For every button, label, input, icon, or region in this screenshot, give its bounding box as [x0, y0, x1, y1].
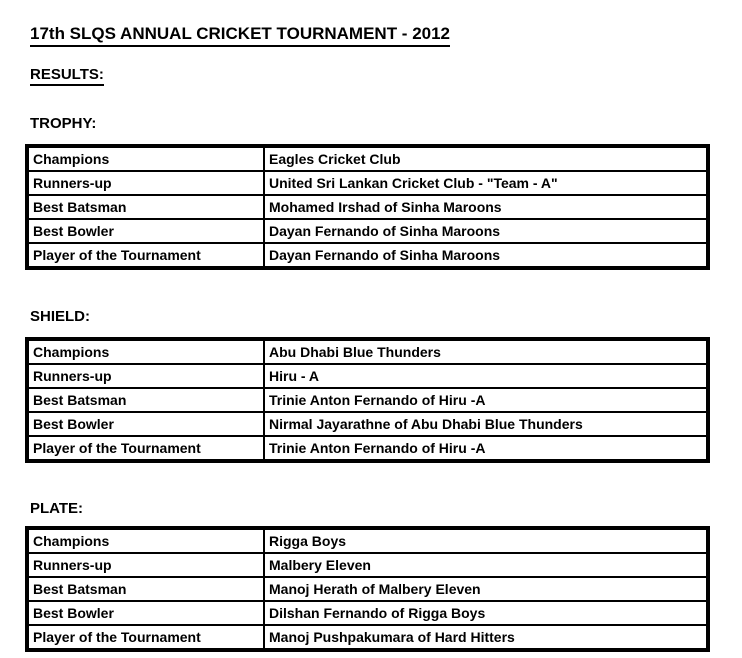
- winner-cell: Trinie Anton Fernando of Hiru -A: [264, 436, 708, 461]
- table-row: [27, 553, 708, 577]
- table-row: [27, 601, 708, 625]
- plate-section-heading: PLATE:: [30, 500, 84, 517]
- table-row: [27, 625, 708, 650]
- award-category-cell: Best Bowler: [27, 412, 264, 436]
- table-row: [27, 388, 708, 412]
- table-row: [27, 412, 708, 436]
- winner-cell: Nirmal Jayarathne of Abu Dhabi Blue Thunders: [264, 412, 708, 436]
- trophy-results-table: [25, 144, 710, 270]
- winner-cell: Manoj Pushpakumara of Hard Hitters: [264, 625, 708, 650]
- award-category-cell: Champions: [27, 146, 264, 171]
- award-category-cell: Runners-up: [27, 171, 264, 195]
- winner-cell: Dilshan Fernando of Rigga Boys: [264, 601, 708, 625]
- winner-cell: Dayan Fernando of Sinha Maroons: [264, 243, 708, 268]
- award-category-cell: Champions: [27, 339, 264, 364]
- plate-results-table: [25, 526, 710, 652]
- award-category-cell: Player of the Tournament: [27, 436, 264, 461]
- table-row: [27, 364, 708, 388]
- award-category-cell: Runners-up: [27, 553, 264, 577]
- shield-results-table: [25, 337, 710, 463]
- winner-cell: Manoj Herath of Malbery Eleven: [264, 577, 708, 601]
- winner-cell: Mohamed Irshad of Sinha Maroons: [264, 195, 708, 219]
- trophy-section-heading: TROPHY:: [30, 115, 97, 132]
- results-heading: [30, 66, 104, 86]
- document-title-text: 17th SLQS ANNUAL CRICKET TOURNAMENT - 2012: [30, 24, 450, 47]
- winner-cell: Dayan Fernando of Sinha Maroons: [264, 219, 708, 243]
- award-category-cell: Champions: [27, 528, 264, 553]
- award-category-cell: Best Bowler: [27, 601, 264, 625]
- table-row: [27, 195, 708, 219]
- award-category-cell: Best Batsman: [27, 388, 264, 412]
- document-title: [30, 24, 450, 47]
- winner-cell: United Sri Lankan Cricket Club - "Team - A": [264, 171, 708, 195]
- table-row: [27, 339, 708, 364]
- table-row: [27, 577, 708, 601]
- winner-cell: Trinie Anton Fernando of Hiru -A: [264, 388, 708, 412]
- winner-cell: Malbery Eleven: [264, 553, 708, 577]
- award-category-cell: Best Bowler: [27, 219, 264, 243]
- winner-cell: Eagles Cricket Club: [264, 146, 708, 171]
- table-row: [27, 146, 708, 171]
- award-category-cell: Player of the Tournament: [27, 625, 264, 650]
- award-category-cell: Best Batsman: [27, 577, 264, 601]
- winner-cell: Hiru - A: [264, 364, 708, 388]
- shield-section-heading: SHIELD:: [30, 308, 90, 325]
- table-row: [27, 171, 708, 195]
- table-row: [27, 219, 708, 243]
- award-category-cell: Runners-up: [27, 364, 264, 388]
- winner-cell: Abu Dhabi Blue Thunders: [264, 339, 708, 364]
- table-row: [27, 528, 708, 553]
- table-row: [27, 436, 708, 461]
- award-category-cell: Best Batsman: [27, 195, 264, 219]
- results-heading-text: RESULTS:: [30, 66, 104, 86]
- award-category-cell: Player of the Tournament: [27, 243, 264, 268]
- winner-cell: Rigga Boys: [264, 528, 708, 553]
- table-row: [27, 243, 708, 268]
